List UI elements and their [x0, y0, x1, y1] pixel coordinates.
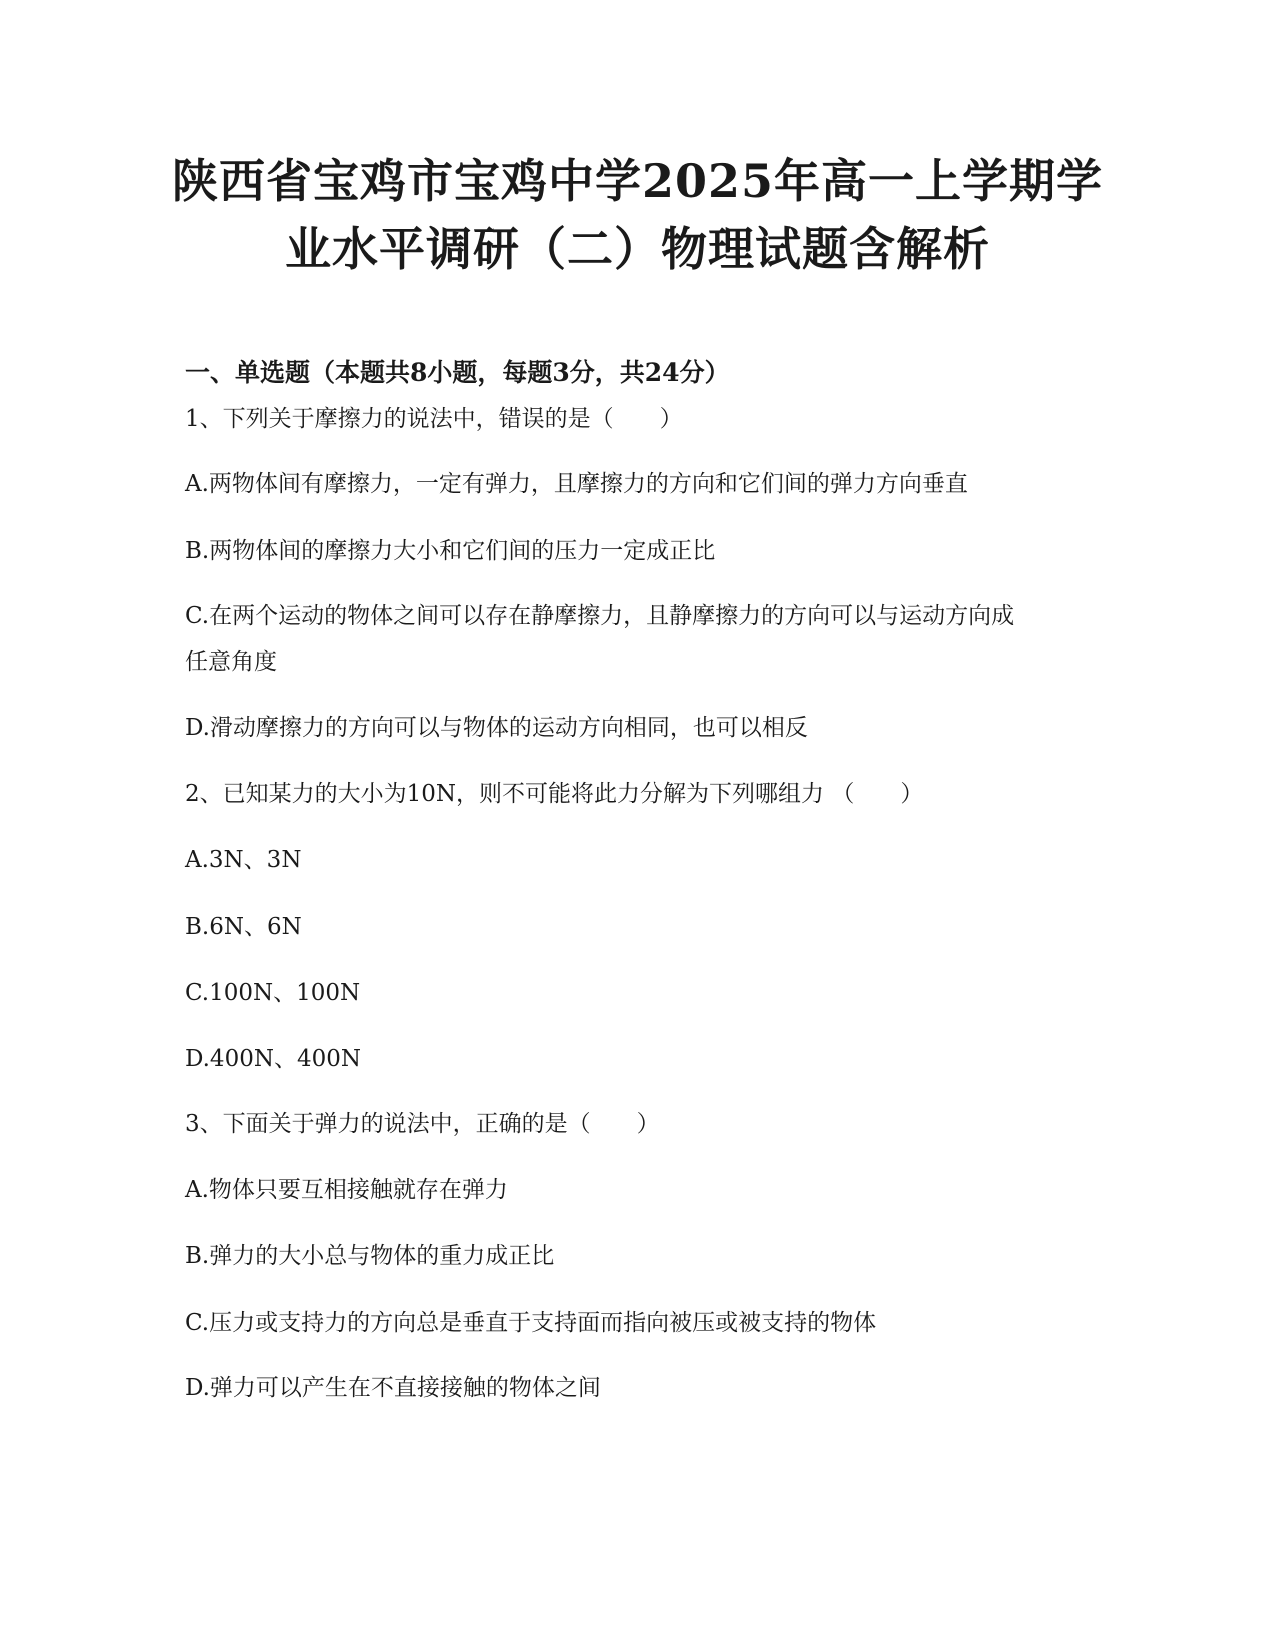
- question-3-stem: 3、下面关于弹力的说法中，正确的是（ ）: [185, 1111, 660, 1137]
- question-1-option-c-continued: 任意角度: [185, 649, 277, 675]
- question-2-option-c: C.100N、100N: [185, 980, 361, 1006]
- question-3-option-d: D.弹力可以产生在不直接接触的物体之间: [185, 1375, 601, 1401]
- question-2-option-d: D.400N、400N: [185, 1046, 361, 1072]
- document-title-line-1: 陕西省宝鸡市宝鸡中学2025年高一上学期学: [171, 154, 1104, 208]
- question-3-option-c: C.压力或支持力的方向总是垂直于支持面而指向被压或被支持的物体: [185, 1310, 877, 1336]
- question-2-option-b: B.6N、6N: [185, 914, 302, 940]
- section-heading: 一、单选题（本题共8小题，每题3分，共24分）: [185, 358, 730, 387]
- question-3-option-b: B.弹力的大小总与物体的重力成正比: [185, 1243, 555, 1269]
- document-title-line-2: 业水平调研（二）物理试题含解析: [285, 222, 990, 276]
- question-1-option-d: D.滑动摩擦力的方向可以与物体的运动方向相同，也可以相反: [185, 715, 808, 741]
- question-1-option-a: A.两物体间有摩擦力，一定有弹力，且摩擦力的方向和它们间的弹力方向垂直: [185, 471, 968, 497]
- question-1-stem: 1、下列关于摩擦力的说法中，错误的是（ ）: [185, 406, 683, 432]
- question-2-stem: 2、已知某力的大小为10N，则不可能将此力分解为下列哪组力 （ ）: [185, 781, 924, 807]
- question-3-option-a: A.物体只要互相接触就存在弹力: [185, 1177, 508, 1203]
- question-2-option-a: A.3N、3N: [185, 847, 302, 873]
- question-1-option-c: C.在两个运动的物体之间可以存在静摩擦力，且静摩擦力的方向可以与运动方向成: [185, 603, 1015, 629]
- question-1-option-b: B.两物体间的摩擦力大小和它们间的压力一定成正比: [185, 538, 716, 564]
